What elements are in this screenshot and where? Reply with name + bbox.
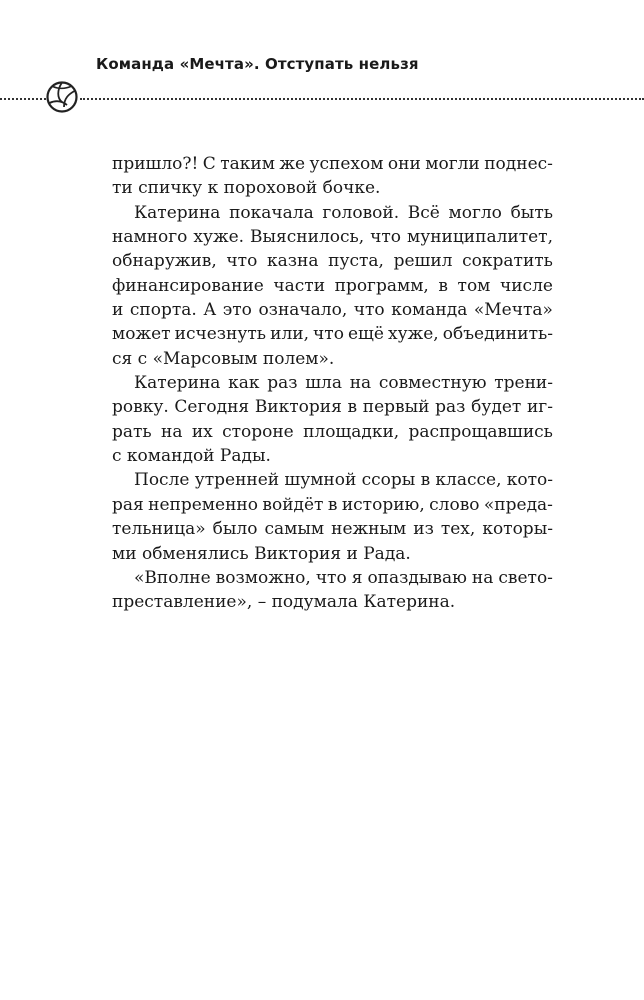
header-rule-right bbox=[80, 98, 644, 100]
text-line: тельница» было самым нежным из тех, которы- bbox=[112, 519, 553, 540]
text-line: намного хуже. Выяснилось, что муниципалитет, bbox=[112, 227, 553, 248]
text-line: рая непременно войдёт в историю, слово «преда- bbox=[112, 494, 553, 515]
text-line: После утренней шумной ссоры в классе, кото- bbox=[134, 470, 553, 491]
body-text bbox=[112, 152, 553, 615]
volleyball-icon bbox=[45, 80, 79, 114]
text-line: ти спичку к пороховой бочке. bbox=[112, 178, 381, 199]
text-line: ся с «Марсовым полем». bbox=[112, 348, 335, 369]
text-line: пришло?! С таким же успехом они могли поднес- bbox=[112, 154, 553, 174]
header-rule-left bbox=[0, 98, 46, 100]
running-header-title: Команда «Мечта». Отступать нельзя bbox=[96, 55, 419, 73]
text-line: рать на их стороне площадки, распрощавшись bbox=[112, 421, 553, 442]
text-line: обнаружив, что казна пуста, решил сократить bbox=[112, 251, 553, 272]
text-line: ровку. Сегодня Виктория в первый раз будет иг- bbox=[112, 397, 553, 418]
text-line: Катерина как раз шла на совместную трени- bbox=[134, 373, 553, 394]
text-line: Катерина покачала головой. Всё могло быть bbox=[134, 202, 553, 223]
text-line: финансирование части программ, в том числе bbox=[112, 275, 553, 296]
text-line: может исчезнуть или, что ещё хуже, объединить- bbox=[112, 324, 553, 345]
text-line: и спорта. А это означало, что команда «Мечта» bbox=[112, 300, 553, 321]
text-line: ми обменялись Виктория и Рада. bbox=[112, 543, 411, 564]
text-line: преставление», – подумала Катерина. bbox=[112, 592, 456, 613]
text-line: с командой Рады. bbox=[112, 446, 271, 467]
text-line: «Вполне возможно, что я опаздываю на свето- bbox=[134, 567, 553, 588]
